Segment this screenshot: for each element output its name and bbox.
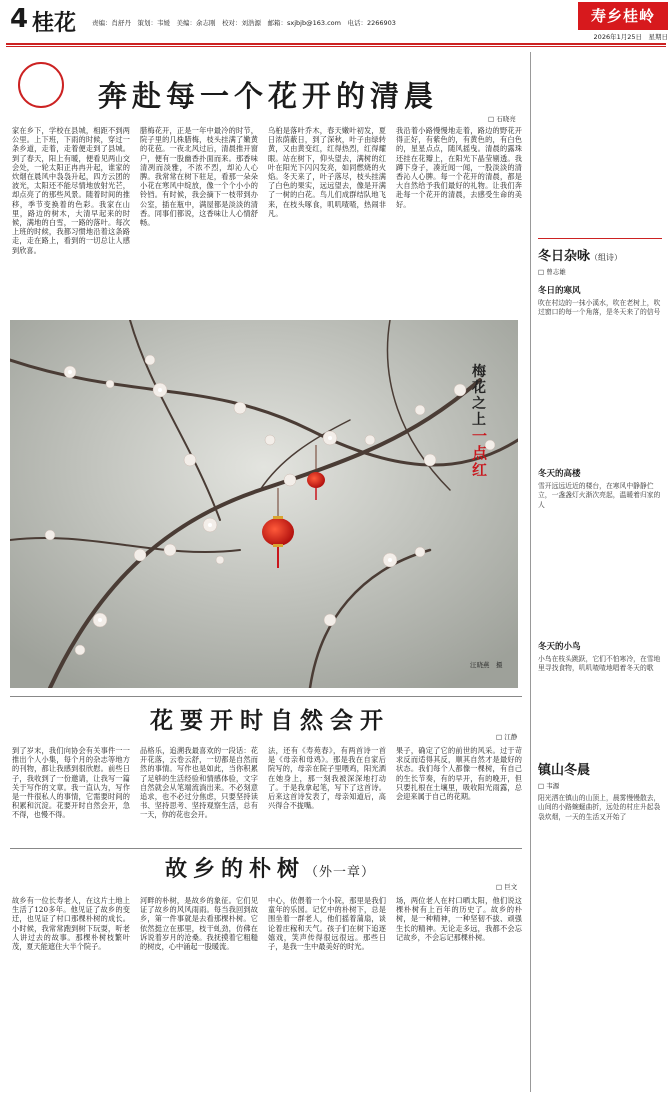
article3-author: □ 巨文 (496, 883, 518, 891)
article1-column-1: 家在乡下，学校在县城，相距不到两公里。上下班，下雨的时候，穿过一条乡道，走着，走着便走到了县城。到了春天，阳上有暖，便看见两山交会处，一轮太阳正冉冉升起，谁家的炊烟在晨风中袅袅升起，四方云团的波光，太阳还不能尽情地放射光芒，却点亮了的那些风景。随着时间的推移，季节变换着的色彩。我家在山里，路边的树木，大清早起来的时候，满地的白雪，一路的落叶。每次上班的时候，我都习惯地沿着这条路走，走在路上，看到的一切总让人感到欣喜。 (12, 126, 130, 255)
article2-column-1: 到了岁末，我们向协会有关事件一一推出个人小集，每个月的杂志等地方的刊物，都让我感到很欣慰。前些日子，我收到了一份邀请，让我写一篇关于写作的文章。我一直认为，写作是一件很私人的事情，它需要时间的积累和沉淀。花要开时自然会开，急不得，也慢不得。 (12, 746, 130, 820)
article3-title (10, 852, 530, 883)
article2-column-3: 法，还有《寿苑春》，有两首诗一首是《母亲和母鸡》。那是我在自家后院写的，母亲在院子里喂鸡，阳光洒在她身上，那一刻我被深深地打动了。于是我拿起笔，写下了这首诗。后来这首诗发表了，母亲知道后，高兴得合不拢嘴。 (268, 746, 386, 811)
issue-date: 2026年1月25日 星期日 (593, 33, 668, 41)
article1-title: 奔赴每一个花开的清晨 (97, 79, 438, 113)
article2-column-4: 果子，确定了它的前世的风采。过于苛求反而适得其反，顺其自然才是最好的状态。我们每个人都像一棵树，有自己的生长节奏，有的早开，有的晚开，但只要扎根在土壤里，吸收阳光雨露，总会迎来属于自己的花期。 (396, 746, 522, 802)
plum-blossom-photo (10, 320, 518, 688)
poem-text: 吹在村边的一抹小溪水，吹在老树上，吹过窗口的每一个角落，是冬天来了的信号 (538, 299, 661, 317)
page-number: 4 (10, 4, 29, 34)
sidebar-divider (530, 52, 531, 1092)
article2-column-2: 品格乐，追溯我最喜欢的一段话：花开花落，云卷云舒，一切都是自然而然的事情。写作也是如此，当你积累了足够的生活经验和情感体验，文字自然就会从笔端流淌出来。不必刻意追求，也不必过分焦虑，只要坚持读书、坚持思考、坚持观察生活，总有一天，你的花也会开。 (140, 746, 258, 820)
photo-caption-title: 梅花之上 (472, 364, 486, 428)
header-rule-thin (6, 46, 666, 47)
poem-text-2: 阳光洒在镇山的山顶上，晨雾慢慢散去，山间的小路蜿蜒曲折，远处的村庄升起袅袅炊烟，一天的生活又开始了 (538, 794, 661, 821)
sidebar-top-rule (538, 238, 662, 239)
article1-column-2: 腊梅花开，正是一年中最冷的时节，院子里的几株腊梅，枝头挂满了嫩黄的花苞。一夜北风过后，清晨推开窗户，便有一股幽香扑面而来。那香味清冽而淡雅，不浓不烈，却沁人心脾。我常常在树下驻足，看那一朵朵小花在寒风中绽放，像一个个小小的铃铛。有时候，我会摘下一枝带到办公室，插在瓶中，满屋都是淡淡的清香。同事们都说，这香味让人心情舒畅。 (140, 126, 258, 228)
sidebar-author-2: □ 韦源 (538, 782, 560, 790)
photo-caption-subtitle: 一点红 (472, 427, 488, 479)
article3-column-3: 中心，依偎着一个小院，那里是我们童年的乐园。记忆中的朴树下，总是围坐着一群老人，他们摇着蒲扇，谈论着庄稼和天气。孩子们在树下追逐嬉戏，笑声传得很远很远。那些日子，是我一生中最美好的时光。 (268, 896, 386, 952)
page-header (0, 0, 672, 50)
photographer-credit: 汪晓燕 摄 (470, 661, 503, 669)
article1-column-4: 我沿着小路慢慢地走着，路边的野花开得正好，有紫色的，有黄色的，有白色的，星星点点，随风摇曳。清晨的露珠还挂在花瓣上，在阳光下晶莹剔透。我蹲下身子，凑近闻一闻，一股淡淡的清香沁人心脾。每一个花开的清晨，都是大自然给予我们最好的礼物。让我们奔赴每一个花开的清晨，去感受生命的美好。 (396, 126, 522, 209)
poem-text: 小鸟在枝头跳跃，它们不怕寒冷，在雪地里寻找食物，叽叽喳喳地唱着冬天的歌 (538, 655, 661, 673)
newspaper-brand: 寿乡桂岭 (578, 2, 668, 30)
poem-title: 冬天的高楼 (538, 469, 581, 479)
poem-title: 冬天的小鸟 (538, 642, 581, 652)
article2-author: □ 江静 (496, 733, 518, 741)
article3-title-sub: （外一章） (305, 865, 376, 880)
sidebar-title-2: 镇山冬晨 (538, 763, 591, 778)
sidebar-title (538, 245, 666, 264)
article1-column-3: 乌桕是落叶乔木，春天嫩叶初发，夏日浓荫蔽日，到了深秋，叶子由绿转黄，又由黄变红，红得热烈，红得耀眼。站在树下，仰头望去，满树的红叶在阳光下闪闪发亮，如同燃烧的火焰。冬天来了，叶子落尽，枝头挂满了白色的果实，远远望去，像是开满了一树的白花。鸟儿们成群结队地飞来，在枝头啄食，叽叽喳喳，热闹非凡。 (268, 126, 386, 218)
sidebar-author: □ 曾志雄 (538, 268, 566, 276)
editorial-credits: 责编：肖舒丹 策划：韦媛 美编：余志刚 校对：刘浩源 邮箱：sxjbjb@163.com 电话：2266903 (92, 19, 396, 27)
header-rule (6, 43, 666, 45)
poem-text: 雪开远远近近的楼台，在寒风中静静伫立，一盏盏灯火渐次亮起，温暖着归家的人 (538, 482, 661, 509)
sidebar-poems (538, 238, 666, 944)
sidebar-title-main: 冬日杂咏 (538, 249, 591, 264)
poem-title: 冬日的寒风 (538, 286, 581, 296)
article3-column-4: 场，两位老人在村口晒太阳，他们说这棵朴树有上百年的历史了。故乡的朴树，是一种精神，一种坚韧不拔、顽强生长的精神。无论走多远，我都不会忘记故乡，不会忘记那棵朴树。 (396, 896, 522, 942)
article2-title: 花要开时自然会开 (150, 707, 390, 734)
article3-column-2: 河畔的朴树，是故乡的象征。它们见证了故乡的风风雨雨。每当我回到故乡，第一件事就是去看那棵朴树。它依然挺立在那里，枝干虬劲，仿佛在诉说着岁月的沧桑。我抚摸着它粗糙的树皮，心中涌起一股暖流。 (140, 896, 258, 952)
page-name: 桂花 (32, 11, 77, 36)
article1-author: □ 石晓亮 (488, 115, 516, 123)
section-divider-2 (10, 848, 522, 849)
article3-title-main: 故乡的朴树 (164, 856, 305, 882)
section-divider (10, 696, 522, 697)
plum-blossom-illustration (10, 320, 518, 688)
sidebar-title-sub: （组诗） (590, 253, 623, 262)
article3-column-1: 故乡有一位长寿老人，在这片土地上生活了120多年。他见证了故乡的变迁，也见证了村口那棵朴树的成长。小时候，我常常跑到树下玩耍，听老人讲过去的故事。那棵朴树枝繁叶茂，夏天能遮住大半个院子。 (12, 896, 130, 952)
